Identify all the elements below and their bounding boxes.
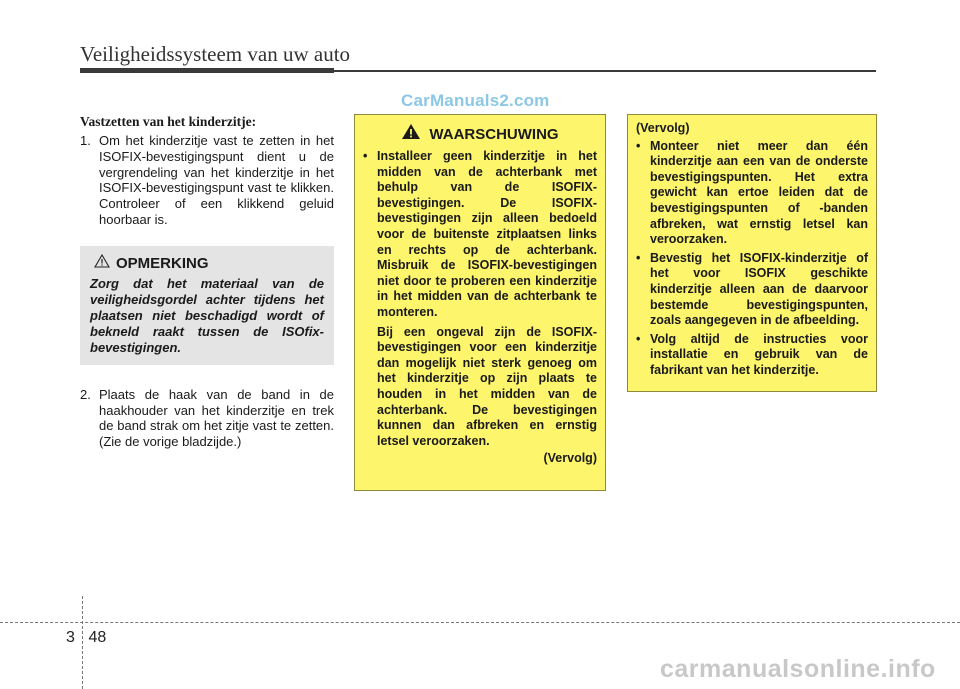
note-label: OPMERKING [116,254,209,272]
step-1 [80,133,334,228]
bullet-dot: • [636,331,641,346]
bullet-dot: • [363,149,368,163]
step-number: 2. [80,386,91,402]
continuation-bullet-text: Monteer niet meer dan één kinderzitje aan een van de onderste bevestigingspunten. Het extra gewicht kan ertoe leiden dat de bevestigingspunten of -banden afbreken, wat ernstig letsel kan veroorzaken. [650,138,868,247]
warning-bullet [363,149,597,321]
continuation-bullet [636,332,868,379]
bullet-dot: • [636,250,641,265]
warning-header [363,123,597,145]
warning-body [363,149,597,467]
page-number-value: 48 [88,629,107,646]
step-2 [80,387,334,450]
step-text: Om het kinderzitje vast te zetten in het ISOFIX-bevestigingspunt dient u de vergrendeling van het kinderzitje in het ISOFIX-bevestigingspunt vast te klikken. Controleer of een klikkend geluid hoorbaar is. [99,133,334,227]
warning-outline-icon [94,254,110,273]
note-text: Zorg dat het materiaal van de veiligheidsgordel achter tijdens het plaatsen niet beschadigd wordt of bekneld raakt tussen de ISOfix-bevestigingen. [90,275,324,355]
footer-rule [0,622,960,623]
continuation-box [627,114,877,392]
watermark-top[interactable]: CarManuals2.com [401,91,550,110]
section-number: 3 [66,629,75,646]
left-column [80,114,334,450]
continuation-label: (Vervolg) [636,121,690,135]
step-text: Plaats de haak van de band in de haakhouder van het kinderzitje en trek de band strak om het zitje vast te zetten. (Zie de vorige bladzijde.) [99,386,334,450]
continuation-bullet [636,251,868,329]
header-title: Veiligheidssysteem van uw auto [80,42,351,66]
continuation-bullet-text: Volg altijd de instructies voor installatie en gebruik van de fabrikant van het kinderzitje. [650,331,868,377]
warning-box [354,114,606,491]
page-number [66,629,106,647]
step-number: 1. [80,133,91,148]
bullet-dot: • [636,138,641,153]
section-heading: Vastzetten van het kinderzitje: [80,114,257,129]
note-box [80,246,334,365]
continuation-bullet [636,139,868,248]
warning-label: WAARSCHUWING [429,125,559,143]
warning-bullet-text: Installeer geen kinderzitje in het midden van de achterbank met behulp van de ISOFIX-bevestigingen. De ISOFIX-bevestigingen zijn alleen bedoeld voor de buitenste zitplaatsen links en rechts op de achterbank. Misbruik de ISOFIX-bevestigingen niet door te proberen een kinderzitje in het midden van de achterbank te monteren. [377,149,597,319]
continuation-bullet-text: Bevestig het ISOFIX-kinderzitje of het voor ISOFIX geschikte kinderzitje alleen aan de daarvoor bestemde bevestigingspunten, zoals aangegeven in de afbeelding. [650,250,868,328]
warning-paragraph: Bij een ongeval zijn de ISOFIX-bevestigingen voor een kinderzitje dan mogelijk niet sterk genoeg om het kinderzitje op zijn plaats te houden in het midden van de achterbank. De bevestigingen kunnen dan afbreken en ernstig letsel veroorzaken. [377,324,597,448]
warning-filled-icon [401,123,421,145]
watermark-bottom[interactable]: carmanualsonline.info [660,655,936,683]
note-header [94,254,324,273]
continued-label: (Vervolg) [543,451,597,466]
header-rule-thin [334,70,876,72]
header-rule-thick [80,68,334,73]
continuation-body [636,121,868,379]
